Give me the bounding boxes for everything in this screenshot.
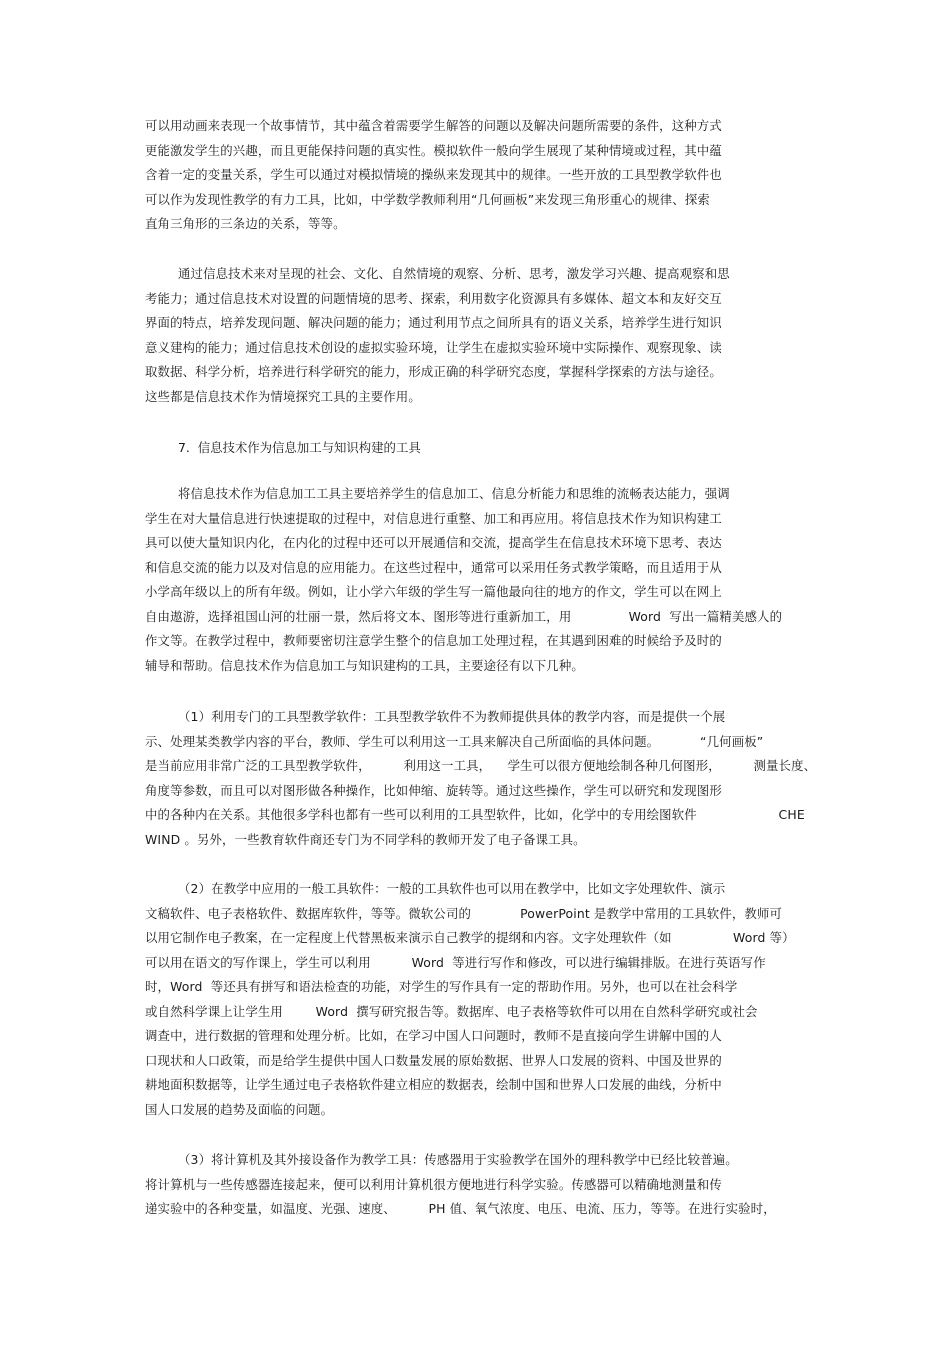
text-line: 取数据、科学分析，培养进行科学研究的能力，形成正确的科学研究态度，掌握科学探索的方法与途径。 xyxy=(145,364,722,379)
text-line: 界面的特点，培养发现问题、解决问题的能力；通过利用节点之间所具有的语义关系，培养学生进行知识 xyxy=(145,315,722,330)
text-line: 可以用动画来表现一个故事情节，其中蕴含着需要学生解答的问题以及解决问题所需要的条件，这种方式 xyxy=(145,118,722,133)
text-line: 小学高年级以上的所有年级。例如，让小学六年级的学生写一篇他最向往的地方的作文，学生可以在网上 xyxy=(145,584,722,599)
text-line: 时，Word 等还具有拼写和语法检查的功能，对学生的写作具有一定的帮助作用。另外，也可以在社会科学 xyxy=(145,979,738,994)
text-line: 这些都是信息技术作为情境探究工具的主要作用。 xyxy=(145,388,421,404)
section-heading-7 xyxy=(145,436,825,460)
text-line: 考能力；通过信息技术对设置的问题情境的思考、探索，利用数字化资源具有多媒体、超文本和友好交互 xyxy=(145,290,722,306)
text-line: 含着一定的变量关系，学生可以通过对模拟情境的操纵来发现其中的规律。一些开放的工具型教学软件也 xyxy=(145,167,722,182)
section-title: 7. 信息技术作为信息加工与知识构建的工具 xyxy=(178,440,421,455)
text-line: 可以作为发现性教学的有力工具，比如，中学数学教师利用“几何画板”来发现三角形重心的规律、探索 xyxy=(145,191,710,207)
text-line: 学生在对大量信息进行快速提取的过程中，对信息进行重整、加工和再应用。将信息技术作为知识构建工 xyxy=(145,510,722,526)
text-line: 角度等参数，而且可以对图形做各种操作，比如伸缩、旋转等。通过这些操作，学生可以研究和发现图形 xyxy=(145,782,722,798)
text-line: （3）将计算机及其外接设备作为教学工具：传感器用于实验教学在国外的理科教学中已经比较普遍。 xyxy=(178,1152,738,1167)
text-line: 辅导和帮助。信息技术作为信息加工与知识建构的工具，主要途径有以下几种。 xyxy=(145,657,584,673)
text-line: WIND 。另外，一些教育软件商还专门为不同学科的教师开发了电子备课工具。 xyxy=(145,831,586,847)
text-line: 示、处理某类教学内容的平台，教师、学生可以利用这一工具来解决自己所面临的具体问题。 “几何画板” xyxy=(145,733,764,749)
paragraph-situational-inquiry xyxy=(145,262,825,409)
text-line: 以用它制作电子教案，在一定程度上代替黑板来演示自己教学的提纲和内容。文字处理软件（如 Word 等） xyxy=(145,930,795,945)
text-line: 更能激发学生的兴趣，而且更能保持问题的真实性。模拟软件一般向学生展现了某种情境或过程，其中蕴 xyxy=(145,142,722,158)
text-line: 将计算机与一些传感器连接起来，便可以利用计算机很方便地进行科学实验。传感器可以精确地测量和传 xyxy=(145,1176,722,1192)
text-line: 具可以使大量知识内化，在内化的过程中还可以开展通信和交流，提高学生在信息技术环境下思考、表达 xyxy=(145,535,722,550)
text-line: （1）利用专门的工具型教学软件：工具型教学软件不为教师提供具体的教学内容，而是提供一个展 xyxy=(178,709,726,724)
text-line: 是当前应用非常广泛的工具型教学软件， 利用这一工具， 学生可以很方便地绘制各种几何图形， 测量长度、 xyxy=(145,758,817,773)
text-line: 口现状和人口政策，而是给学生提供中国人口数量发展的原始数据、世界人口发展的资料、中国及世界的 xyxy=(145,1052,722,1068)
paragraph-computer-devices xyxy=(145,1148,825,1222)
paragraph-tool-software xyxy=(145,705,825,852)
text-line: 意义建构的能力；通过信息技术创设的虚拟实验环境，让学生在虚拟实验环境中实际操作、观察现象、读 xyxy=(145,339,722,355)
text-line: 直角三角形的三条边的关系，等等。 xyxy=(145,216,346,231)
text-line: 可以用在语文的写作课上，学生可以利用 Word 等进行写作和修改，可以进行编辑排版。在进行英语写作 xyxy=(145,954,766,970)
text-line: 中的各种内在关系。其他很多学科也都有一些可以利用的工具型软件，比如，化学中的专用绘图软件 CHE xyxy=(145,807,805,822)
text-line: 通过信息技术来对呈现的社会、文化、自然情境的观察、分析、思考，激发学习兴趣、提高观察和思 xyxy=(178,266,730,281)
text-line: 自由遨游，选择祖国山河的壮丽一景，然后将文本、图形等进行重新加工，用 Word 写出一篇精美感人的 xyxy=(145,608,783,624)
text-line: 文稿软件、电子表格软件、数据库软件，等等。微软公司的 PowerPoint 是教学中常用的工具软件，教师可 xyxy=(145,905,783,921)
text-line: 递实验中的各种变量，如温度、光强、速度、 PH 值、氧气浓度、电压、电流、压力，等等。在进行实验时， xyxy=(145,1201,776,1216)
text-line: 和信息交流的能力以及对信息的应用能力。在这些过程中，通常可以采用任务式教学策略，而且适用于从 xyxy=(145,559,722,575)
text-line: 国人口发展的趋势及面临的问题。 xyxy=(145,1101,334,1117)
text-line: 作文等。在教学过程中，教师要密切注意学生整个的信息加工处理过程，在其遇到困难的时候给予及时的 xyxy=(145,633,722,648)
text-line: 调查中，进行数据的管理和处理分析。比如，在学习中国人口问题时，教师不是直接向学生讲解中国的人 xyxy=(145,1028,722,1043)
text-line: 或自然科学课上让学生用 Word 撰写研究报告等。数据库、电子表格等软件可以用在自然科学研究或社会 xyxy=(145,1003,758,1019)
paragraph-simulation-software xyxy=(145,114,825,237)
text-line: 将信息技术作为信息加工工具主要培养学生的信息加工、信息分析能力和思维的流畅表达能力，强调 xyxy=(178,486,730,501)
paragraph-general-tools xyxy=(145,877,825,1122)
text-line: 耕地面积数据等，让学生通过电子表格软件建立相应的数据表，绘制中国和世界人口发展的曲线，分析中 xyxy=(145,1077,722,1092)
paragraph-information-processing xyxy=(145,482,825,678)
text-line: （2）在教学中应用的一般工具软件：一般的工具软件也可以用在教学中，比如文字处理软件、演示 xyxy=(178,881,726,896)
